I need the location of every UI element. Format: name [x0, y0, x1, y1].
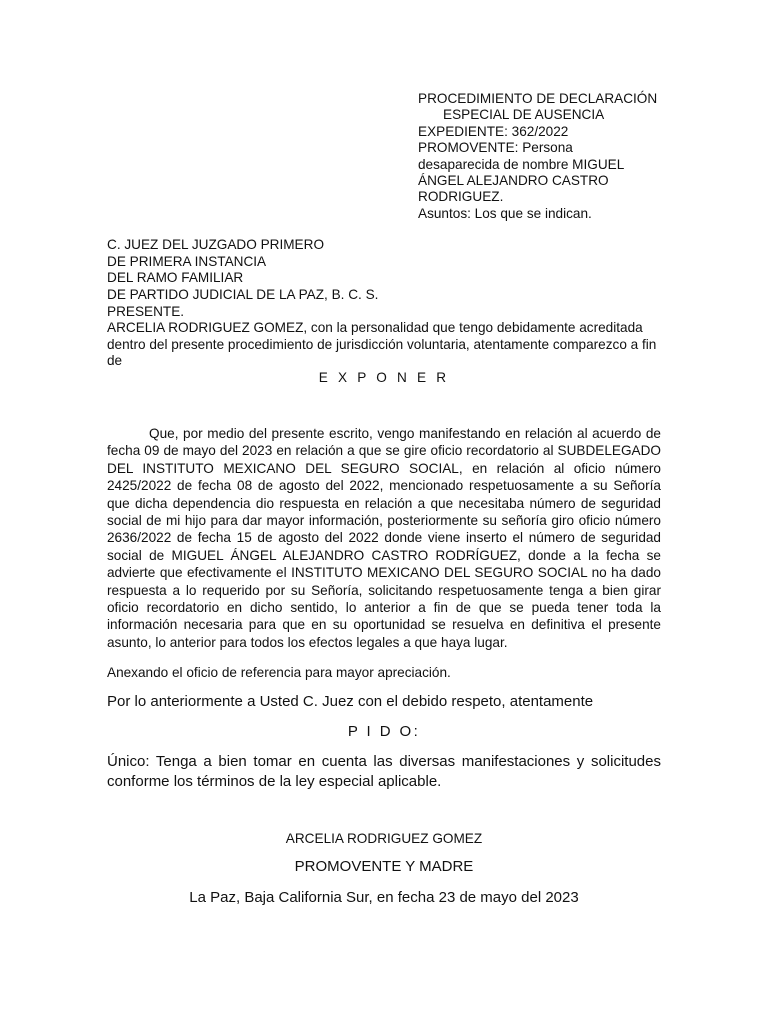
- addressee-line-3: DEL RAMO FAMILIAR: [107, 270, 244, 286]
- closing-request: Por lo anteriormente a Usted C. Juez con el debido respeto, atentamente: [107, 693, 594, 710]
- heading-exponer: E X P O N E R: [318, 370, 450, 385]
- addressee-line-2: DE PRIMERA INSTANCIA: [107, 253, 267, 269]
- signature-name: ARCELIA RODRIGUEZ GOMEZ: [285, 831, 483, 846]
- case-file-number: EXPEDIENTE: 362/2022: [418, 123, 569, 139]
- place-date: La Paz, Baja California Sur, en fecha 23 de mayo del 2023: [189, 889, 579, 906]
- case-title-line-1: PROCEDIMIENTO DE DECLARACIÓN: [418, 91, 658, 106]
- addressee-line-5: PRESENTE.: [107, 303, 185, 319]
- body-text: Que, por medio del presente escrito, vengo manifestando en relación al acuerdo de fecha 09 de mayo del 2023 en relación a que se gire oficio recordatorio al SUBDELEGADO DEL INSTITUTO MEXICANO DEL SEGURO SOCIAL, en relación al oficio número 2425/2022 de fecha 08 de agosto del 2022, mencionado respetuosamente a su Señoría que dicha dependencia dio respuesta en relación a que necesitaba número de seguridad social de mi hijo para dar mayor información, posteriormente su señoría giro oficio número 2636/2022 de fecha 15 de agosto del 2022 donde viene inserto el número de seguridad social de MIGUEL ÁNGEL ALEJANDRO CASTRO RODRÍGUEZ, donde a la fecha se advierte que efectivamente el INSTITUTO MEXICANO DEL SEGURO SOCIAL no ha dado respuesta a lo requerido por su Señoría, solicitando respetuosamente tenga a bien girar oficio recordatorio en dicho sentido, lo anterior a fin de que se pueda tener toda la información necesaria para que en su oportunidad se resuelva en definitiva el presente asunto, lo anterior para todos los efectos legales a que haya lugar.: [107, 426, 661, 650]
- case-title-line-2: ESPECIAL DE AUSENCIA: [443, 107, 605, 123]
- signature-role: PROMOVENTE Y MADRE: [294, 858, 474, 875]
- intro-paragraph: ARCELIA RODRIGUEZ GOMEZ, con la personalidad que tengo debidamente acreditada dentro del presente procedimiento de jurisdicción voluntaria, atentamente comparezco a fin de: [107, 320, 657, 368]
- case-promoter-line-3: ÁNGEL ALEJANDRO CASTRO: [418, 173, 609, 189]
- addressee-line-4: DE PARTIDO JUDICIAL DE LA PAZ, B. C. S.: [107, 287, 379, 303]
- body-paragraph: [107, 425, 661, 651]
- case-promoter-line-4: RODRIGUEZ.: [418, 189, 504, 205]
- addressee-line-1: C. JUEZ DEL JUZGADO PRIMERO: [107, 237, 325, 252]
- case-promoter-line-1: PROMOVENTE: Persona: [418, 140, 573, 156]
- single-petition: Único: Tenga a bien tomar en cuenta las diversas manifestaciones y solicitudes conforme los términos de la ley especial aplicable.: [107, 753, 661, 790]
- heading-pido: P I D O:: [347, 723, 421, 740]
- annex-note: Anexando el oficio de referencia para mayor apreciación.: [107, 665, 451, 680]
- case-header: [418, 91, 678, 222]
- addressee-block: [107, 237, 667, 321]
- case-subject: Asuntos: Los que se indican.: [418, 205, 592, 221]
- case-promoter-line-2: desaparecida de nombre MIGUEL: [418, 156, 625, 172]
